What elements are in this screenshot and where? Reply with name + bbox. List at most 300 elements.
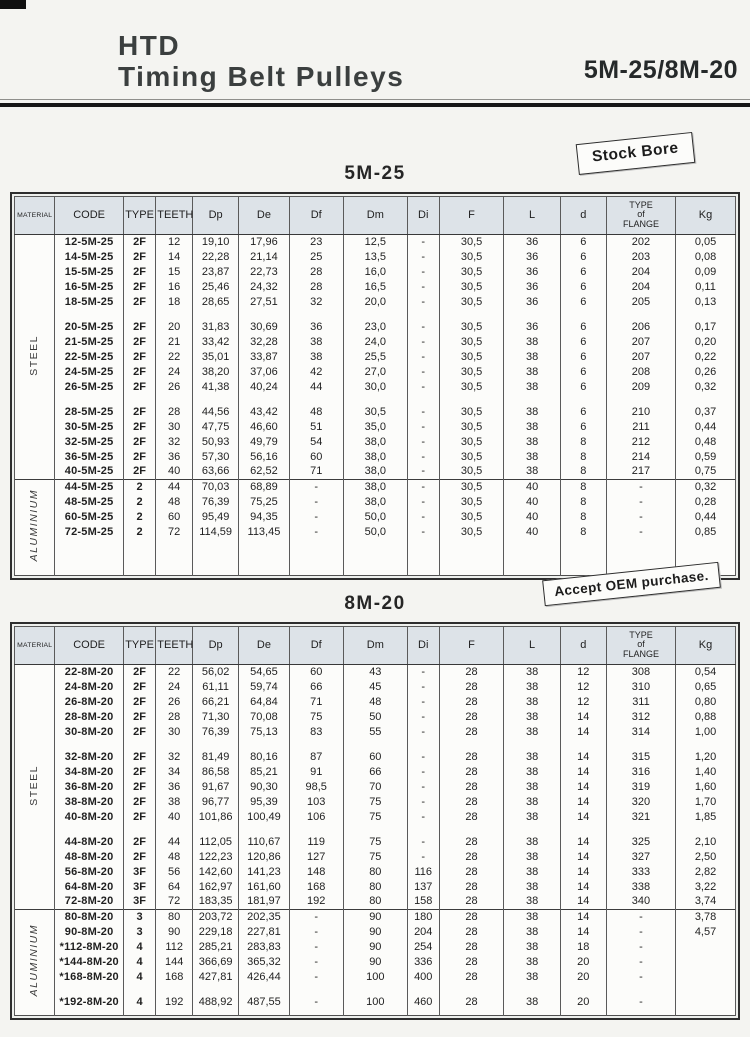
column-header: d	[560, 626, 606, 664]
spacer-cell	[289, 539, 343, 575]
column-header-line: TYPE	[629, 199, 653, 210]
table-row	[15, 764, 736, 779]
data-cell: 338	[606, 879, 675, 894]
data-cell: 204	[407, 924, 439, 939]
data-cell: 36	[504, 264, 560, 279]
spacer-cell	[439, 309, 504, 319]
data-cell: 75,13	[239, 724, 289, 739]
data-cell: 40	[504, 509, 560, 524]
spacer-cell	[676, 824, 736, 834]
data-cell: -	[407, 419, 439, 434]
data-cell	[676, 954, 736, 969]
spacer-cell	[193, 739, 239, 749]
data-cell: 2F	[123, 419, 155, 434]
data-cell: 16,0	[343, 264, 407, 279]
data-cell: 0,85	[676, 524, 736, 539]
data-cell: 36	[156, 449, 193, 464]
data-cell: 1,00	[676, 724, 736, 739]
column-header: L	[504, 196, 560, 234]
data-cell: 366,69	[193, 954, 239, 969]
data-cell: 49,79	[239, 434, 289, 449]
data-cell: 101,86	[193, 809, 239, 824]
material-cell	[15, 909, 55, 1015]
table-row	[15, 334, 736, 349]
data-cell: 38	[504, 464, 560, 479]
spacer-cell	[123, 824, 155, 834]
data-cell: 2F	[123, 749, 155, 764]
spacer-cell	[156, 309, 193, 319]
table-row	[15, 234, 736, 249]
data-cell: 2F	[123, 724, 155, 739]
data-cell: -	[289, 494, 343, 509]
table-row	[15, 434, 736, 449]
code-cell: 28-8M-20	[55, 709, 123, 724]
data-cell	[676, 939, 736, 954]
data-cell: 46,60	[239, 419, 289, 434]
data-cell	[676, 994, 736, 1009]
spacer-cell	[343, 984, 407, 994]
data-cell: 37,06	[239, 364, 289, 379]
data-cell: 6	[560, 249, 606, 264]
column-header: MATERIAL	[15, 626, 55, 664]
data-cell: -	[407, 349, 439, 364]
table-row	[15, 509, 736, 524]
data-cell: 28	[439, 764, 504, 779]
data-cell: -	[407, 319, 439, 334]
data-cell: 100	[343, 969, 407, 984]
data-cell: 30	[156, 724, 193, 739]
data-cell: 38	[504, 924, 560, 939]
data-cell: 0,13	[676, 294, 736, 309]
data-cell: 14	[560, 894, 606, 909]
data-cell: -	[606, 994, 675, 1009]
data-cell: 0,44	[676, 419, 736, 434]
column-header: De	[239, 196, 289, 234]
data-cell: 254	[407, 939, 439, 954]
spacer-cell	[289, 739, 343, 749]
table-row	[15, 349, 736, 364]
data-cell: 24	[156, 364, 193, 379]
data-cell: -	[407, 794, 439, 809]
data-cell: 8	[560, 449, 606, 464]
data-cell: 158	[407, 894, 439, 909]
data-cell: 44	[289, 379, 343, 394]
data-cell: 50	[343, 709, 407, 724]
data-cell: 0,26	[676, 364, 736, 379]
data-cell: 2F	[123, 249, 155, 264]
spacer-cell	[55, 739, 123, 749]
code-cell: 72-8M-20	[55, 894, 123, 909]
data-cell: 285,21	[193, 939, 239, 954]
column-header: TEETH	[156, 196, 193, 234]
data-cell: 206	[606, 319, 675, 334]
data-cell: 2F	[123, 694, 155, 709]
data-cell: 40	[504, 494, 560, 509]
data-cell: 2,50	[676, 849, 736, 864]
data-cell: 38,0	[343, 464, 407, 479]
data-cell: 30,5	[439, 509, 504, 524]
data-cell: -	[407, 694, 439, 709]
data-cell: 4	[123, 994, 155, 1009]
data-cell: 30,5	[439, 249, 504, 264]
data-cell: 31,83	[193, 319, 239, 334]
spacer-cell	[239, 394, 289, 404]
table-row	[15, 379, 736, 394]
data-cell: 40	[504, 479, 560, 494]
spacer-cell	[560, 984, 606, 994]
data-cell: 113,45	[239, 524, 289, 539]
table-row	[15, 994, 736, 1009]
data-cell: 75	[343, 849, 407, 864]
data-cell: 38	[504, 834, 560, 849]
data-cell: 18	[560, 939, 606, 954]
data-cell: 55	[343, 724, 407, 739]
data-cell: 400	[407, 969, 439, 984]
data-cell: 28	[439, 879, 504, 894]
spacer-cell	[407, 984, 439, 994]
data-cell: 38	[504, 909, 560, 924]
spacer-cell	[606, 984, 675, 994]
data-cell: 312	[606, 709, 675, 724]
data-cell: 38	[504, 879, 560, 894]
spacer-row	[15, 739, 736, 749]
data-cell: -	[606, 909, 675, 924]
spec-table	[14, 626, 736, 1016]
data-cell: -	[407, 764, 439, 779]
data-cell: -	[606, 924, 675, 939]
data-cell: 14	[560, 794, 606, 809]
data-cell: -	[407, 464, 439, 479]
data-cell: -	[407, 494, 439, 509]
data-cell: 0,37	[676, 404, 736, 419]
column-header: Dp	[193, 626, 239, 664]
data-cell: 38	[504, 849, 560, 864]
model-code-label: 5M-25/8M-20	[583, 56, 738, 84]
spacer-cell	[343, 739, 407, 749]
spacer-cell	[407, 309, 439, 319]
spacer-cell	[407, 824, 439, 834]
spacer-cell	[504, 1009, 560, 1015]
data-cell: 180	[407, 909, 439, 924]
data-cell: 25,5	[343, 349, 407, 364]
pulley-table-8m20	[10, 622, 740, 1020]
data-cell: 30,5	[439, 464, 504, 479]
data-cell: 204	[606, 264, 675, 279]
data-cell: 44	[156, 834, 193, 849]
data-cell: 202,35	[239, 909, 289, 924]
data-cell: -	[606, 494, 675, 509]
table-row	[15, 464, 736, 479]
data-cell: 40	[504, 524, 560, 539]
data-cell: 38	[504, 664, 560, 679]
data-cell: 28	[439, 849, 504, 864]
data-cell: 30,5	[439, 294, 504, 309]
table-row	[15, 849, 736, 864]
code-cell: 36-5M-25	[55, 449, 123, 464]
data-cell: 2	[123, 494, 155, 509]
table-row	[15, 724, 736, 739]
data-cell: 229,18	[193, 924, 239, 939]
data-cell: 2F	[123, 449, 155, 464]
data-cell: 114,59	[193, 524, 239, 539]
table-row	[15, 264, 736, 279]
data-cell: 14	[560, 749, 606, 764]
spacer-cell	[239, 539, 289, 575]
code-cell: 32-8M-20	[55, 749, 123, 764]
data-cell: 1,20	[676, 749, 736, 764]
code-cell: 26-8M-20	[55, 694, 123, 709]
table-row	[15, 404, 736, 419]
data-cell: 38	[504, 994, 560, 1009]
data-cell: 30,5	[439, 379, 504, 394]
spacer-cell	[439, 539, 504, 575]
data-cell: 71	[289, 464, 343, 479]
data-cell: -	[407, 264, 439, 279]
spacer-cell	[560, 309, 606, 319]
header-row	[15, 626, 736, 664]
material-label: STEEL	[27, 334, 40, 376]
data-cell: 28	[439, 924, 504, 939]
section-heading-8m20: 8M-20	[344, 592, 406, 614]
data-cell: -	[289, 479, 343, 494]
data-cell: 3F	[123, 879, 155, 894]
data-cell: 227,81	[239, 924, 289, 939]
data-cell: 14	[560, 924, 606, 939]
spacer-cell	[343, 1009, 407, 1015]
column-header: d	[560, 196, 606, 234]
column-header-line: TYPE	[629, 629, 653, 640]
data-cell: 38,20	[193, 364, 239, 379]
spacer-cell	[606, 1009, 675, 1015]
data-cell: 38	[504, 809, 560, 824]
data-cell: 0,32	[676, 479, 736, 494]
data-cell: 15	[156, 264, 193, 279]
data-cell: 3F	[123, 864, 155, 879]
table-row	[15, 494, 736, 509]
column-header: L	[504, 626, 560, 664]
data-cell: 66	[343, 764, 407, 779]
data-cell: 23	[289, 234, 343, 249]
data-cell: 168	[156, 969, 193, 984]
column-header: Dm	[343, 626, 407, 664]
data-cell: 488,92	[193, 994, 239, 1009]
data-cell: 22,73	[239, 264, 289, 279]
table-row	[15, 419, 736, 434]
data-cell: 19,10	[193, 234, 239, 249]
spacer-cell	[560, 739, 606, 749]
data-cell: 0,75	[676, 464, 736, 479]
data-cell: 81,49	[193, 749, 239, 764]
data-cell: 144	[156, 954, 193, 969]
data-cell: 38	[504, 894, 560, 909]
data-cell: 36	[504, 279, 560, 294]
spacer-row	[15, 309, 736, 319]
data-cell: 38	[504, 404, 560, 419]
data-cell: 2F	[123, 779, 155, 794]
spec-table	[14, 196, 736, 576]
spacer-cell	[676, 394, 736, 404]
data-cell: 42	[289, 364, 343, 379]
table-row	[15, 969, 736, 984]
data-cell: 16	[156, 279, 193, 294]
data-cell: 22,28	[193, 249, 239, 264]
data-cell: 32	[289, 294, 343, 309]
spacer-cell	[193, 539, 239, 575]
spacer-cell	[504, 309, 560, 319]
data-cell: 33,87	[239, 349, 289, 364]
data-cell: 2,82	[676, 864, 736, 879]
data-cell: 16,5	[343, 279, 407, 294]
data-cell: -	[407, 664, 439, 679]
data-cell: 38	[504, 349, 560, 364]
data-cell: 28	[439, 694, 504, 709]
spacer-cell	[676, 739, 736, 749]
data-cell: 142,60	[193, 864, 239, 879]
data-cell: 66,21	[193, 694, 239, 709]
data-cell: -	[407, 404, 439, 419]
data-cell: 33,42	[193, 334, 239, 349]
spacer-cell	[676, 984, 736, 994]
data-cell: 6	[560, 264, 606, 279]
data-cell: 210	[606, 404, 675, 419]
data-cell: -	[407, 434, 439, 449]
spacer-cell	[156, 984, 193, 994]
data-cell: -	[407, 364, 439, 379]
code-cell: 30-8M-20	[55, 724, 123, 739]
code-cell: 48-8M-20	[55, 849, 123, 864]
spacer-cell	[407, 739, 439, 749]
data-cell: 8	[560, 434, 606, 449]
data-cell: 2F	[123, 834, 155, 849]
column-header: F	[439, 626, 504, 664]
data-cell: 36	[504, 294, 560, 309]
data-cell: 12	[560, 664, 606, 679]
data-cell: 192	[156, 994, 193, 1009]
data-cell: 76,39	[193, 724, 239, 739]
data-cell: 12	[560, 694, 606, 709]
data-cell: 6	[560, 379, 606, 394]
data-cell: 30,5	[439, 449, 504, 464]
spacer-cell	[123, 984, 155, 994]
data-cell: 112	[156, 939, 193, 954]
data-cell: 100	[343, 994, 407, 1009]
spacer-cell	[343, 394, 407, 404]
data-cell: 28	[439, 794, 504, 809]
header-rule-thick	[0, 103, 750, 107]
data-cell: -	[407, 249, 439, 264]
data-cell: 320	[606, 794, 675, 809]
data-cell: 6	[560, 404, 606, 419]
data-cell: 70,03	[193, 479, 239, 494]
data-cell: 1,85	[676, 809, 736, 824]
spacer-cell	[289, 824, 343, 834]
data-cell: 38,0	[343, 434, 407, 449]
data-cell: 0,28	[676, 494, 736, 509]
table-row	[15, 664, 736, 679]
data-cell: 28	[289, 264, 343, 279]
data-cell: -	[289, 924, 343, 939]
spacer-cell	[193, 1009, 239, 1015]
header-rule-thin	[0, 99, 750, 100]
data-cell: 6	[560, 419, 606, 434]
data-cell: 60	[343, 749, 407, 764]
spacer-cell	[239, 309, 289, 319]
data-cell: 43	[343, 664, 407, 679]
data-cell: 315	[606, 749, 675, 764]
data-cell: 24,0	[343, 334, 407, 349]
data-cell: 103	[289, 794, 343, 809]
data-cell: 40	[156, 809, 193, 824]
spacer-cell	[289, 984, 343, 994]
data-cell: 48	[156, 494, 193, 509]
code-cell: 22-8M-20	[55, 664, 123, 679]
table-row	[15, 449, 736, 464]
spacer-cell	[55, 394, 123, 404]
data-cell: 6	[560, 334, 606, 349]
data-cell: 321	[606, 809, 675, 824]
data-cell: 63,66	[193, 464, 239, 479]
data-cell: 333	[606, 864, 675, 879]
code-cell: 60-5M-25	[55, 509, 123, 524]
material-cell	[15, 664, 55, 909]
code-cell: 16-5M-25	[55, 279, 123, 294]
masthead	[0, 0, 750, 99]
spacer-cell	[193, 309, 239, 319]
data-cell: 28	[439, 779, 504, 794]
spacer-cell	[193, 984, 239, 994]
spacer-cell	[560, 1009, 606, 1015]
column-header	[606, 626, 675, 664]
data-cell: 48	[343, 694, 407, 709]
material-cell	[15, 234, 55, 479]
data-cell: 23,87	[193, 264, 239, 279]
data-cell: 28	[289, 279, 343, 294]
data-cell: 2F	[123, 794, 155, 809]
data-cell: 0,08	[676, 249, 736, 264]
spacer-cell	[560, 394, 606, 404]
code-cell: 32-5M-25	[55, 434, 123, 449]
data-cell: 2F	[123, 234, 155, 249]
spacer-cell	[289, 394, 343, 404]
data-cell: 217	[606, 464, 675, 479]
data-cell: 95,49	[193, 509, 239, 524]
data-cell: -	[606, 509, 675, 524]
table-row	[15, 679, 736, 694]
data-cell: 75	[343, 794, 407, 809]
data-cell: 45	[343, 679, 407, 694]
data-cell: 28	[439, 994, 504, 1009]
data-cell: 20	[560, 969, 606, 984]
data-cell: 116	[407, 864, 439, 879]
code-cell: 18-5M-25	[55, 294, 123, 309]
data-cell: 32	[156, 434, 193, 449]
table-row	[15, 364, 736, 379]
data-cell: -	[289, 509, 343, 524]
table-row	[15, 749, 736, 764]
data-cell: 23,0	[343, 319, 407, 334]
spacer-cell	[123, 1009, 155, 1015]
data-cell: 0,09	[676, 264, 736, 279]
table-row	[15, 294, 736, 309]
data-cell: 20,0	[343, 294, 407, 309]
data-cell: 38	[504, 724, 560, 739]
data-cell: 13,5	[343, 249, 407, 264]
data-cell: 28,65	[193, 294, 239, 309]
data-cell: 18	[156, 294, 193, 309]
code-cell: 24-5M-25	[55, 364, 123, 379]
data-cell: 12	[560, 679, 606, 694]
spacer-row	[15, 539, 736, 575]
